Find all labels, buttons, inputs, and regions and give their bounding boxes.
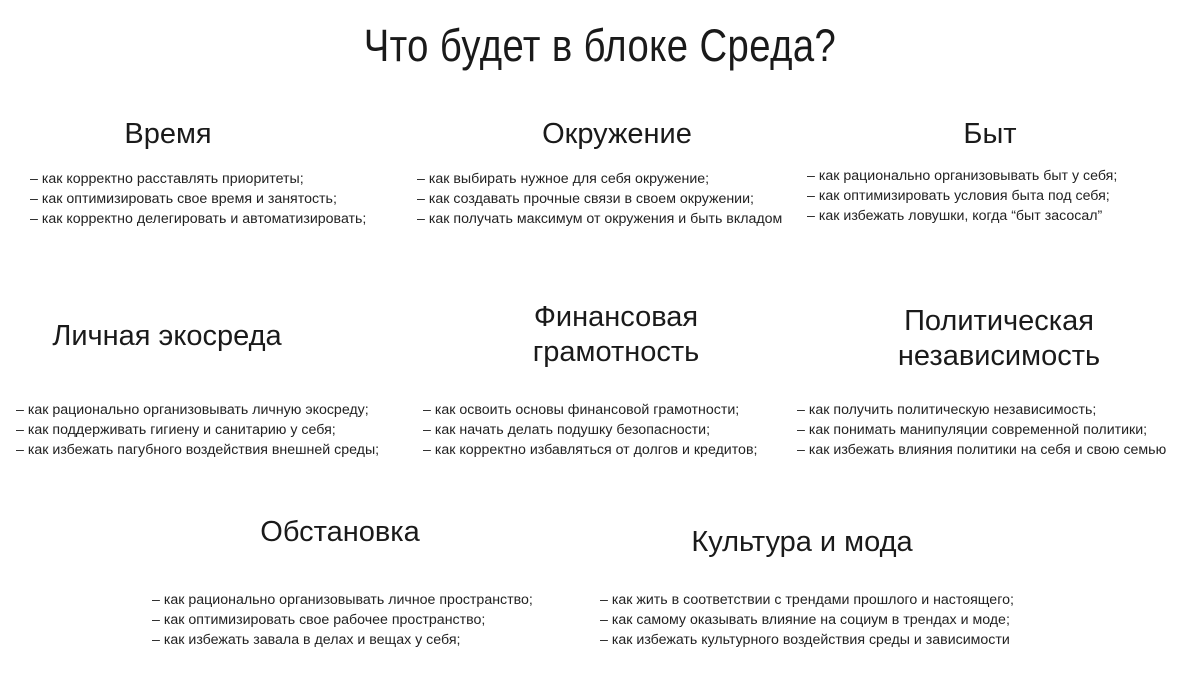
block-heading-line: Политическая — [904, 305, 1094, 337]
block-list-surroundings — [152, 590, 533, 650]
list-item: – как избежать ловушки, когда “быт засосал” — [807, 208, 1103, 224]
list-item: – как избежать культурного воздействия среды и зависимости — [600, 632, 1010, 648]
block-heading-line: грамотность — [532, 336, 700, 368]
list-item: – как корректно избавляться от долгов и кредитов; — [423, 442, 758, 458]
block-heading-personal-eco — [27, 319, 307, 353]
block-heading-financial — [496, 300, 736, 370]
block-heading-line: Окружение — [542, 118, 692, 150]
list-item: – как получить политическую независимость; — [797, 402, 1097, 418]
list-item: – как корректно делегировать и автоматизировать; — [30, 211, 367, 227]
page-title: Что будет в блоке Среда? — [363, 20, 837, 71]
list-item: – как получать максимум от окружения и быть вкладом — [417, 211, 783, 227]
block-list-political — [797, 400, 1166, 460]
block-heading-line: Личная экосреда — [52, 320, 282, 352]
block-heading-line: Финансовая — [533, 301, 699, 333]
block-heading-line: Обстановка — [260, 516, 420, 548]
list-item: – как избежать завала в делах и вещах у себя; — [152, 632, 461, 648]
list-item: – как выбирать нужное для себя окружение; — [417, 171, 710, 187]
block-list-financial — [423, 400, 757, 460]
list-item: – как понимать манипуляции современной политики; — [797, 422, 1148, 438]
list-item: – как рационально организовывать быт у себя; — [807, 168, 1118, 184]
list-item: – как начать делать подушку безопасности; — [423, 422, 711, 438]
block-list-culture — [600, 590, 1014, 650]
list-item: – как оптимизировать условия быта под себя; — [807, 188, 1110, 204]
list-item: – как поддерживать гигиену и санитарию у себя; — [16, 422, 336, 438]
list-item: – как рационально организовывать личную экосреду; — [16, 402, 369, 418]
list-item: – как корректно расставлять приоритеты; — [30, 171, 304, 187]
block-heading-environment — [492, 117, 742, 151]
block-heading-culture — [660, 525, 944, 559]
list-item: – как избежать пагубного воздействия внешней среды; — [16, 442, 380, 458]
list-item: – как рационально организовывать личное пространство; — [152, 592, 533, 608]
block-list-personal-eco — [16, 400, 379, 460]
list-item: – как создавать прочные связи в своем окружении; — [417, 191, 754, 207]
block-list-environment — [417, 169, 782, 229]
list-item: – как избежать влияния политики на себя и свою семью — [797, 442, 1167, 458]
block-heading-surroundings — [230, 515, 450, 549]
block-heading-household — [890, 117, 1090, 151]
list-item: – как освоить основы финансовой грамотности; — [423, 402, 740, 418]
list-item: – как жить в соответствии с трендами прошлого и настоящего; — [600, 592, 1014, 608]
list-item: – как самому оказывать влияние на социум в трендах и моде; — [600, 612, 1010, 628]
block-list-household — [807, 166, 1117, 226]
list-item: – как оптимизировать свое время и занятость; — [30, 191, 337, 207]
block-heading-line: Культура и мода — [691, 526, 913, 558]
block-list-time — [30, 169, 366, 229]
block-heading-line: независимость — [897, 340, 1101, 372]
block-heading-time — [68, 117, 268, 151]
block-heading-line: Быт — [963, 118, 1017, 150]
block-heading-political — [869, 304, 1129, 374]
block-heading-line: Время — [124, 118, 212, 150]
list-item: – как оптимизировать свое рабочее пространство; — [152, 612, 486, 628]
